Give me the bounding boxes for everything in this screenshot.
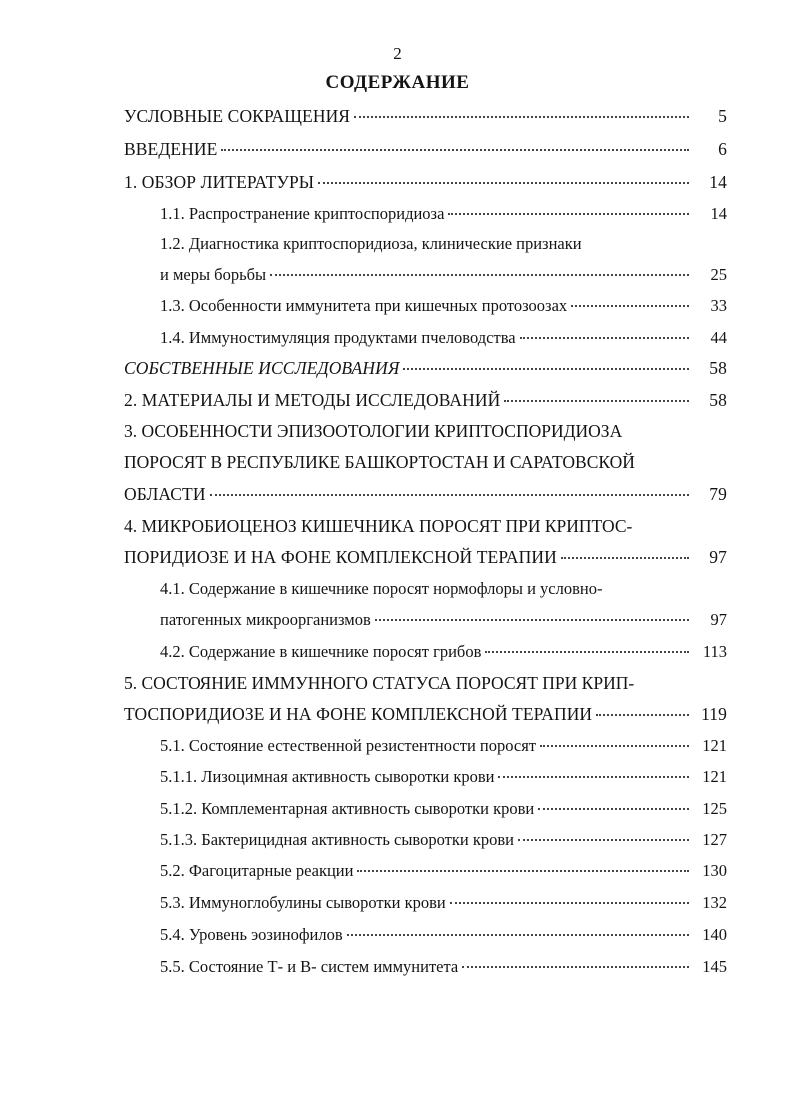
dot-leader bbox=[538, 808, 689, 810]
toc-entry-page: 127 bbox=[702, 830, 727, 849]
toc-entry-page: 44 bbox=[710, 328, 727, 347]
toc-entry-text: 5.4. Уровень эозинофилов bbox=[160, 925, 343, 944]
toc-entry-own-research[interactable] bbox=[124, 358, 727, 384]
toc-entry-page: 121 bbox=[702, 736, 727, 755]
toc-entry-text: ВВЕДЕНИЕ bbox=[124, 139, 218, 159]
toc-entry-text: 5.1. Состояние естественной резистентности поросят bbox=[160, 736, 537, 755]
toc-entry-5-1-2[interactable] bbox=[160, 799, 727, 825]
toc-entry-page: 119 bbox=[701, 704, 727, 724]
dot-leader bbox=[462, 966, 689, 968]
dot-leader bbox=[504, 400, 689, 402]
toc-entry-page: 58 bbox=[709, 390, 727, 410]
page-number: 2 bbox=[393, 44, 402, 63]
dot-leader bbox=[518, 839, 689, 841]
toc-entry-text: и меры борьбы bbox=[160, 265, 267, 284]
dot-leader bbox=[596, 714, 689, 716]
toc-entry-text: 1.3. Особенности иммунитета при кишечных протозоозах bbox=[160, 296, 568, 315]
toc-entry-4-2[interactable] bbox=[160, 642, 727, 668]
toc-entry-1-3[interactable] bbox=[160, 296, 727, 322]
toc-entry-page: 97 bbox=[710, 610, 727, 629]
toc-entry-text: 4.2. Содержание в кишечнике поросят грибов bbox=[160, 642, 482, 661]
toc-entry-1-1[interactable] bbox=[160, 204, 727, 230]
dot-leader bbox=[485, 651, 689, 653]
toc-entry-text: УСЛОВНЫЕ СОКРАЩЕНИЯ bbox=[124, 106, 351, 126]
dot-leader bbox=[221, 149, 689, 151]
toc-entry-page: 5 bbox=[718, 106, 727, 126]
toc-entry-5-3[interactable] bbox=[160, 893, 727, 919]
toc-entry-5-5[interactable] bbox=[160, 957, 727, 983]
toc-entry-chapter-5-line1[interactable]: 5. СОСТОЯНИЕ ИММУННОГО СТАТУСА ПОРОСЯТ ПРИ КРИП- bbox=[124, 673, 635, 693]
dot-leader bbox=[520, 337, 689, 339]
toc-entry-page: 125 bbox=[702, 799, 727, 818]
toc-entry-text: 5.2. Фагоцитарные реакции bbox=[160, 861, 354, 880]
toc-entry-chapter-4-line1[interactable]: 4. МИКРОБИОЦЕНОЗ КИШЕЧНИКА ПОРОСЯТ ПРИ КРИПТОС- bbox=[124, 516, 633, 536]
dot-leader bbox=[450, 902, 689, 904]
dot-leader bbox=[357, 870, 689, 872]
toc-entry-page: 97 bbox=[709, 547, 727, 567]
toc-entry-chapter-4[interactable] bbox=[124, 547, 727, 573]
dot-leader bbox=[375, 619, 689, 621]
dot-leader bbox=[498, 776, 689, 778]
toc-entry-4-1-line1[interactable]: 4.1. Содержание в кишечнике поросят нормофлоры и условно- bbox=[160, 579, 603, 598]
toc-title: СОДЕРЖАНИЕ bbox=[325, 72, 470, 93]
toc-entry-page: 145 bbox=[702, 957, 727, 976]
dot-leader bbox=[347, 934, 689, 936]
toc-entry-page: 132 bbox=[702, 893, 727, 912]
toc-entry-text: 2. МАТЕРИАЛЫ И МЕТОДЫ ИССЛЕДОВАНИЙ bbox=[124, 390, 501, 410]
dot-leader bbox=[210, 494, 689, 496]
toc-entry-4-1[interactable] bbox=[160, 610, 727, 636]
dot-leader bbox=[561, 557, 689, 559]
toc-entry-page: 58 bbox=[709, 358, 727, 378]
dot-leader bbox=[354, 116, 689, 118]
dot-leader bbox=[540, 745, 689, 747]
toc-entry-chapter-3-line2[interactable]: ПОРОСЯТ В РЕСПУБЛИКЕ БАШКОРТОСТАН И САРАТОВСКОЙ bbox=[124, 452, 635, 472]
toc-entry-5-4[interactable] bbox=[160, 925, 727, 951]
toc-entry-text: ОБЛАСТИ bbox=[124, 484, 206, 504]
toc-entry-1-4[interactable] bbox=[160, 328, 727, 354]
toc-entry-page: 6 bbox=[718, 139, 727, 159]
toc-entry-text: 5.1.3. Бактерицидная активность сыворотки крови bbox=[160, 830, 514, 849]
toc-entry-page: 113 bbox=[702, 642, 727, 661]
toc-entry-text: 5.1.2. Комплементарная активность сыворотки крови bbox=[160, 799, 535, 818]
toc-entry-chapter-3-line1[interactable]: 3. ОСОБЕННОСТИ ЭПИЗООТОЛОГИИ КРИПТОСПОРИДИОЗА bbox=[124, 421, 623, 441]
toc-entry-page: 33 bbox=[710, 296, 727, 315]
toc-entry-text: 5.1.1. Лизоцимная активность сыворотки крови bbox=[160, 767, 495, 786]
dot-leader bbox=[448, 213, 689, 215]
toc-entry-chapter-1[interactable] bbox=[124, 172, 727, 198]
toc-entry-text: патогенных микроорганизмов bbox=[160, 610, 371, 629]
dot-leader bbox=[403, 368, 689, 370]
toc-entry-text: ПОРИДИОЗЕ И НА ФОНЕ КОМПЛЕКСНОЙ ТЕРАПИИ bbox=[124, 547, 557, 567]
toc-entry-5-2[interactable] bbox=[160, 861, 727, 887]
toc-entry-1-2-line1[interactable]: 1.2. Диагностика криптоспоридиоза, клинические признаки bbox=[160, 234, 582, 253]
toc-entry-text: 1. ОБЗОР ЛИТЕРАТУРЫ bbox=[124, 172, 315, 192]
toc-entry-text: 1.4. Иммуностимуляция продуктами пчеловодства bbox=[160, 328, 516, 347]
toc-entry-5-1-3[interactable] bbox=[160, 830, 727, 856]
toc-entry-1-2[interactable] bbox=[160, 265, 727, 291]
toc-entry-text: 5.5. Состояние Т- и В- систем иммунитета bbox=[160, 957, 459, 976]
dot-leader bbox=[318, 182, 689, 184]
toc-entry-introduction[interactable] bbox=[124, 139, 727, 165]
toc-entry-page: 121 bbox=[702, 767, 727, 786]
toc-entry-text: 1.1. Распространение криптоспоридиоза bbox=[160, 204, 445, 223]
toc-entry-text: СОБСТВЕННЫЕ ИССЛЕДОВАНИЯ bbox=[124, 358, 400, 378]
toc-entry-page: 14 bbox=[710, 204, 727, 223]
toc-entry-page: 14 bbox=[709, 172, 727, 192]
toc-entry-chapter-5[interactable] bbox=[124, 704, 727, 730]
toc-entry-abbreviations[interactable] bbox=[124, 106, 727, 132]
toc-entry-5-1[interactable] bbox=[160, 736, 727, 762]
toc-entry-chapter-3[interactable] bbox=[124, 484, 727, 510]
dot-leader bbox=[270, 274, 689, 276]
toc-entry-5-1-1[interactable] bbox=[160, 767, 727, 793]
toc-entry-page: 79 bbox=[709, 484, 727, 504]
toc-entry-chapter-2[interactable] bbox=[124, 390, 727, 416]
toc-entry-page: 130 bbox=[702, 861, 727, 880]
toc-entry-page: 140 bbox=[702, 925, 727, 944]
toc-entry-page: 25 bbox=[710, 265, 727, 284]
toc-entry-text: ТОСПОРИДИОЗЕ И НА ФОНЕ КОМПЛЕКСНОЙ ТЕРАПИИ bbox=[124, 704, 593, 724]
toc-entry-text: 5.3. Иммуноглобулины сыворотки крови bbox=[160, 893, 446, 912]
dot-leader bbox=[571, 305, 689, 307]
